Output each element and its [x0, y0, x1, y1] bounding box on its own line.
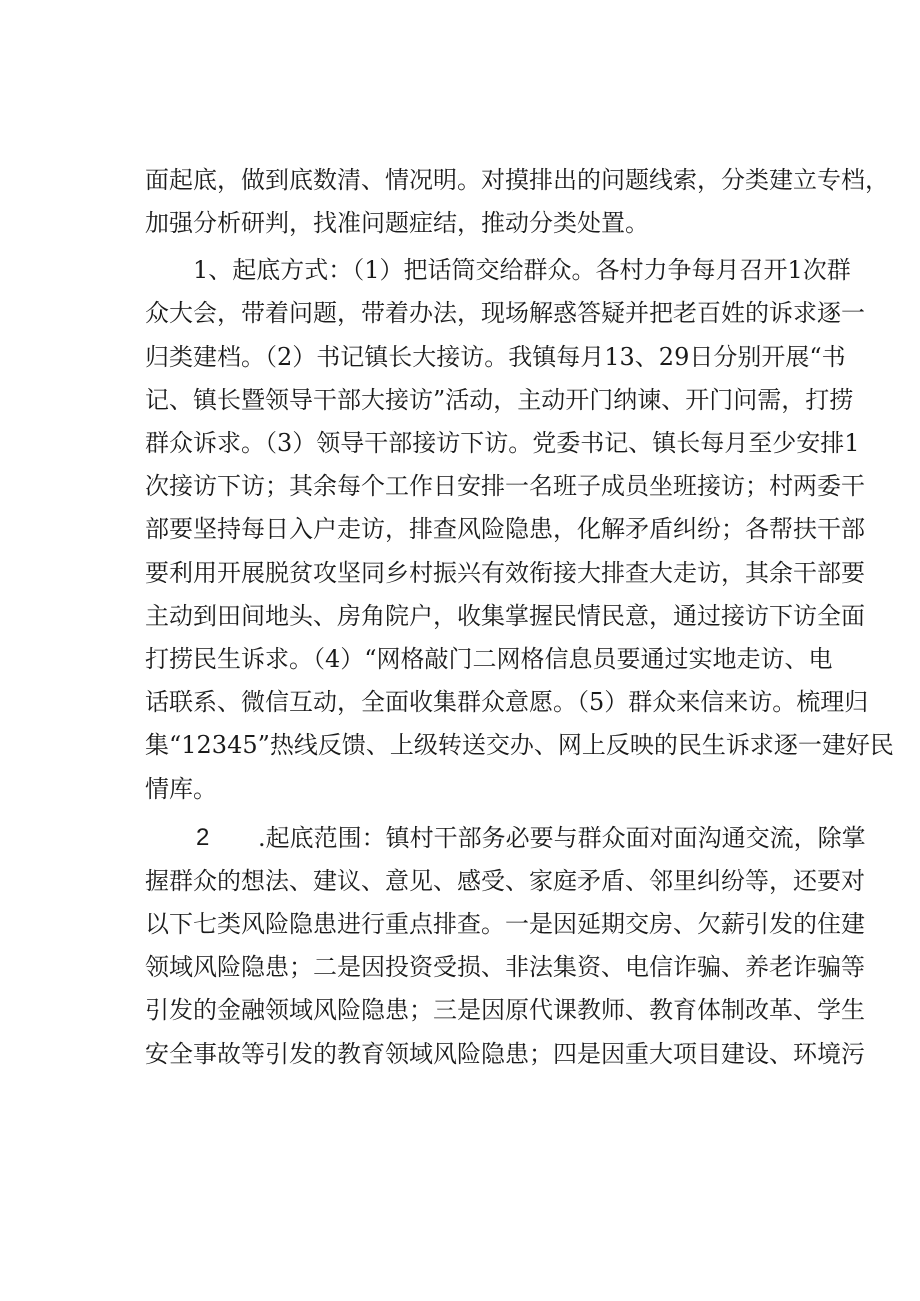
text-line: .起底范围：镇村干部务必要与群众面对面沟通交流，除掌	[258, 824, 866, 852]
text-line: 安全事故等引发的教育领域风险隐患；四是因重大项目建设、环境污	[145, 1040, 865, 1068]
text-line: 归类建档。（2）书记镇长大接访。我镇每月13、29日分别开展“书	[145, 343, 846, 371]
text-line: 要利用开展脱贫攻坚同乡村振兴有效衔接大排查大走访，其余干部要	[145, 559, 865, 587]
text-line: 握群众的想法、建议、意见、感受、家庭矛盾、邻里纠纷等，还要对	[145, 867, 865, 895]
text-line: 众大会，带着问题，带着办法，现场解惑答疑并把老百姓的诉求逐一	[145, 299, 865, 327]
text-line: 话联系、微信互动，全面收集群众意愿。（5）群众来信来访。梳理归	[145, 688, 869, 716]
text-line: 面起底，做到底数清、情况明。对摸排出的问题线索，分类建立专档，	[145, 166, 889, 194]
text-line: 领域风险隐患；二是因投资受损、非法集资、电信诈骗、养老诈骗等	[145, 953, 865, 981]
section-number: 2	[196, 824, 210, 851]
text-line: 主动到田间地头、房角院户，收集掌握民情民意，通过接访下访全面	[145, 602, 865, 630]
text-line: 部要坚持每日入户走访，排查风险隐患，化解矛盾纠纷；各帮扶干部	[145, 515, 865, 543]
text-line: 以下七类风险隐患进行重点排查。一是因延期交房、欠薪引发的住建	[145, 910, 865, 938]
text-line: 情库。	[145, 775, 217, 803]
text-line: 记、镇长暨领导干部大接访”活动，主动开门纳谏、开门问需，打捞	[145, 386, 854, 414]
text-line: 集“12345”热线反馈、上级转送交办、网上反映的民生诉求逐一建好民	[145, 731, 894, 759]
text-line: 次接访下访；其余每个工作日安排一名班子成员坐班接访；村两委干	[145, 472, 865, 500]
text-line: 1、起底方式：（1）把话筒交给群众。各村力争每月召开1次群	[193, 256, 851, 284]
text-line: 群众诉求。（3）领导干部接访下访。党委书记、镇长每月至少安排1	[145, 429, 860, 457]
text-line: 打捞民生诉求。（4）“网格敲门二网格信息员要通过实地走访、电	[145, 645, 833, 673]
text-line: 引发的金融领域风险隐患；三是因原代课教师、教育体制改革、学生	[145, 996, 865, 1024]
text-line: 加强分析研判，找准问题症结，推动分类处置。	[145, 209, 649, 237]
